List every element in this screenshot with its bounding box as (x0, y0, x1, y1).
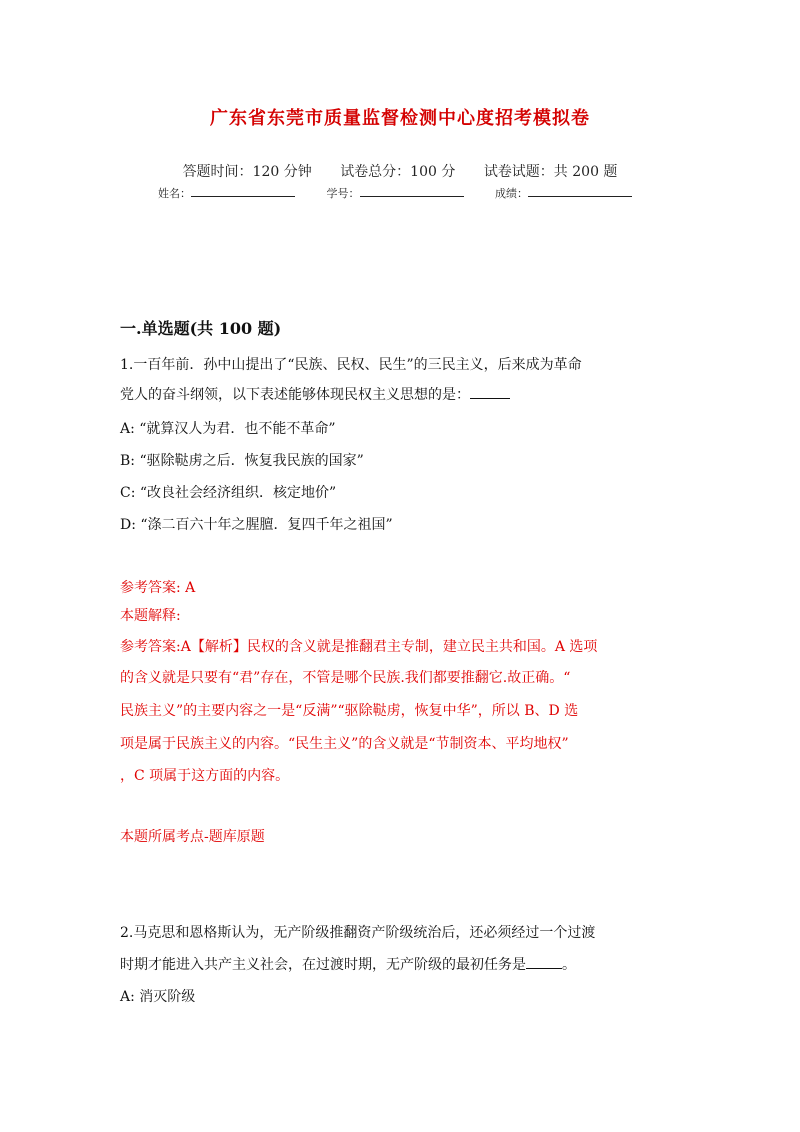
q1-topic: 本题所属考点-题库原题 (120, 829, 265, 845)
exam-time: 答题时间：120 分钟 (182, 164, 312, 180)
q1-explain-label: 本题解释: (120, 608, 181, 624)
exam-count: 试卷试题：共 200 题 (483, 164, 618, 180)
q1-explanation-line4: 项是属于民族主义的内容。“民生主义”的含义就是“节制资本、平均地权” (120, 736, 569, 752)
q1-text-line2 (120, 384, 510, 404)
id-label: 学号： (326, 187, 360, 200)
q1-answer: 参考答案: A (120, 580, 196, 596)
student-fields (158, 185, 660, 201)
q1-option-a: A: “就算汉人为君．也不能不革命” (120, 421, 336, 437)
q1-text-line2-content: 党人的奋斗纲领，以下表述能够体现民权主义思想的是： (120, 387, 470, 403)
name-blank (191, 186, 295, 197)
q1-explanation-line2: 的含义就是只要有“君”存在，不管是哪个民族.我们都要推翻它.故正确。“ (120, 670, 571, 686)
document-title: 广东省东莞市质量监督检测中心度招考模拟卷 (210, 108, 590, 129)
q1-explanation-line5: ，C 项属于这方面的内容。 (120, 768, 290, 784)
q2-option-a: A: 消灭阶级 (120, 989, 196, 1005)
grade-blank (528, 186, 632, 197)
q1-option-c: C: “改良社会经济组织．核定地价” (120, 485, 337, 501)
id-blank (360, 186, 464, 197)
q1-explanation-line1: 参考答案:A【解析】民权的含义就是推翻君主专制，建立民主共和国。A 选项 (120, 639, 598, 655)
id-field (327, 185, 464, 201)
q2-text-line1: 2.马克思和恩格斯认为，无产阶级推翻资产阶级统治后，还必须经过一个过渡 (120, 925, 596, 941)
q1-option-d: D: “涤二百六十年之腥膻．复四千年之祖国” (120, 517, 393, 533)
q2-text-line2-content: 时期才能进入共产主义社会，在过渡时期，无产阶级的最初任务是 (120, 957, 526, 973)
q1-answer-blank (470, 386, 510, 399)
q1-explanation-line3: 民族主义”的主要内容之一是“反满”“驱除鞑虏，恢复中华”，所以 B、D 选 (120, 703, 579, 719)
name-field (158, 185, 295, 201)
exam-score: 试卷总分：100 分 (340, 164, 456, 180)
name-label: 姓名： (158, 187, 191, 200)
section-heading: 一.单选题(共 100 题) (120, 319, 282, 338)
q2-text-line2 (120, 954, 576, 974)
exam-meta (0, 161, 800, 181)
q1-option-b: B: “驱除鞑虏之后．恢复我民族的国家” (120, 453, 364, 469)
q1-text-line1: 1.一百年前．孙中山提出了“民族、民权、民生”的三民主义，后来成为革命 (120, 357, 582, 373)
grade-field (495, 185, 632, 201)
q2-text-end: 。 (562, 957, 576, 973)
grade-label: 成绩： (495, 187, 528, 200)
q2-answer-blank (526, 956, 562, 969)
